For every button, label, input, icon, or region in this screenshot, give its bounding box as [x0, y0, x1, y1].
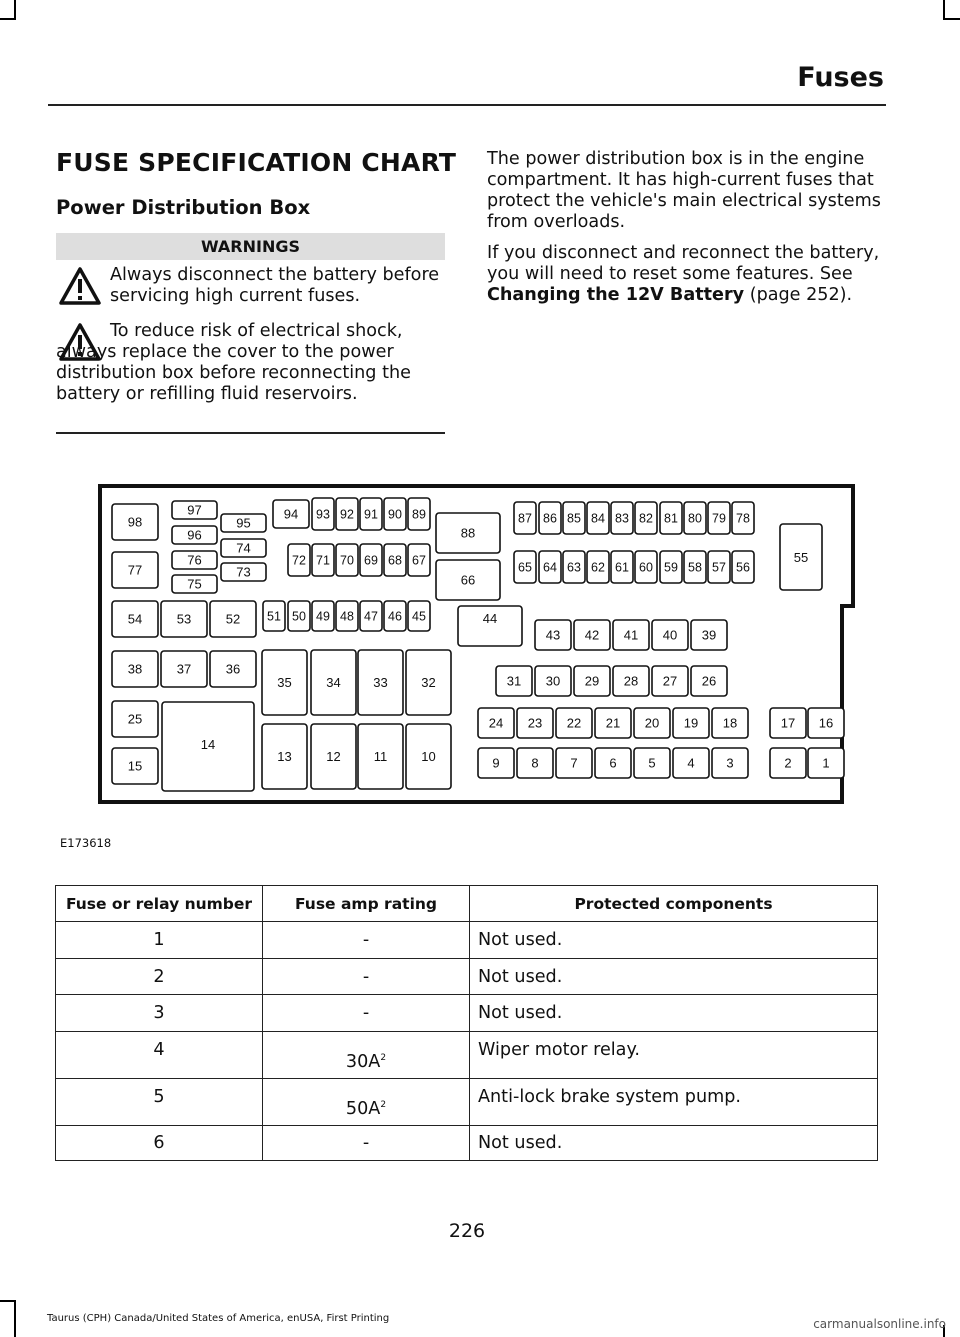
table-header-row — [56, 886, 878, 922]
fuse-label: 12 — [326, 749, 341, 764]
fuse-label: 89 — [412, 507, 426, 522]
fuse-label: 20 — [644, 715, 660, 731]
fuse-73 — [221, 563, 266, 581]
protected-component: Not used. — [470, 995, 878, 1032]
fuse-10 — [406, 724, 451, 789]
fuse-62 — [587, 551, 609, 583]
fuse-54 — [112, 601, 158, 637]
fuse-75 — [172, 575, 217, 593]
reset-paragraph — [487, 243, 882, 306]
fuse-98 — [112, 504, 158, 540]
footnote-marker: 2 — [380, 1053, 387, 1064]
fuse-label: 27 — [662, 673, 678, 689]
fuse-13 — [262, 724, 307, 789]
amp-rating — [263, 995, 470, 1032]
amp-value: - — [362, 1003, 370, 1023]
amp-rating — [263, 1126, 470, 1161]
fuse-label: 64 — [543, 560, 557, 575]
fuse-label: 8 — [531, 755, 539, 771]
fuse-86 — [539, 502, 561, 534]
fuse-label: 75 — [187, 576, 202, 592]
fuse-label: 23 — [527, 715, 543, 731]
fuse-label: 18 — [722, 715, 738, 731]
fuse-17 — [770, 708, 806, 738]
fuse-16 — [808, 708, 844, 738]
fuse-label: 54 — [127, 611, 143, 627]
fuse-label: 1 — [822, 755, 830, 771]
figure-id: E173618 — [60, 836, 112, 850]
fuse-89 — [408, 498, 430, 530]
watermark: carmanualsonline.info — [813, 1317, 946, 1331]
protected-component: Anti-lock brake system pump. — [470, 1079, 878, 1126]
fuse-label: 5 — [648, 755, 656, 771]
fuse-label: 46 — [388, 609, 402, 624]
protected-component: Wiper motor relay. — [470, 1032, 878, 1079]
fuse-label: 42 — [584, 627, 600, 643]
table-row — [56, 995, 878, 1032]
fuse-label: 34 — [326, 675, 341, 690]
fuse-55 — [780, 524, 822, 590]
fuse-label: 40 — [662, 627, 678, 643]
fuse-label: 16 — [818, 715, 834, 731]
fuse-label: 87 — [518, 511, 532, 526]
fuse-label: 82 — [639, 511, 653, 526]
fuse-36 — [210, 651, 256, 687]
fuse-1 — [808, 748, 844, 778]
fuse-label: 56 — [736, 560, 750, 575]
fuse-label: 17 — [780, 715, 796, 731]
fuse-76 — [172, 551, 217, 569]
fuse-label: 14 — [200, 737, 216, 752]
fuse-label: 45 — [412, 609, 426, 624]
fuse-93 — [312, 498, 334, 530]
table-row — [56, 1032, 878, 1079]
fuse-label: 21 — [605, 715, 621, 731]
fuse-78 — [732, 502, 754, 534]
fuse-label: 60 — [639, 560, 653, 575]
fuse-65 — [514, 551, 536, 583]
fuse-43 — [535, 620, 571, 650]
fuse-24 — [478, 708, 514, 738]
fuse-number: 4 — [56, 1032, 263, 1079]
fuse-spec-table — [55, 885, 878, 1161]
col-header-components: Protected components — [470, 886, 878, 922]
fuse-label: 68 — [388, 553, 402, 568]
fuse-90 — [384, 498, 406, 530]
fuse-6 — [595, 748, 631, 778]
table-row — [56, 1079, 878, 1126]
fuse-19 — [673, 708, 709, 738]
fuse-18 — [712, 708, 748, 738]
footnote-marker: 2 — [380, 1100, 387, 1111]
fuse-label: 15 — [127, 758, 143, 774]
fuse-label: 53 — [176, 611, 192, 627]
fuse-label: 26 — [701, 673, 717, 689]
fuse-label: 11 — [373, 749, 388, 764]
col-header-rating: Fuse amp rating — [263, 886, 470, 922]
fuse-label: 4 — [687, 755, 695, 771]
fuse-96 — [172, 526, 217, 544]
fuse-label: 57 — [712, 560, 726, 575]
fuse-label: 67 — [412, 553, 426, 568]
fuse-38 — [112, 651, 158, 687]
fuse-label: 62 — [591, 560, 605, 575]
page-reference: (page 252). — [744, 285, 853, 305]
fuse-82 — [635, 502, 657, 534]
fuse-label: 37 — [176, 661, 192, 677]
fuse-label: 84 — [591, 511, 605, 526]
fuse-label: 95 — [236, 515, 251, 531]
fuse-label: 28 — [623, 673, 639, 689]
fuse-48 — [336, 601, 358, 631]
fuse-label: 50 — [292, 609, 306, 624]
crop-mark — [14, 0, 16, 18]
fuse-label: 90 — [388, 507, 402, 522]
fuse-label: 10 — [421, 749, 436, 764]
fuse-label: 79 — [712, 511, 726, 526]
fuse-11 — [358, 724, 403, 789]
fuse-67 — [408, 544, 430, 576]
fuse-label: 93 — [316, 507, 330, 522]
page-header-title: Fuses — [797, 62, 884, 93]
warning-text-1: Always disconnect the battery before servicing high current fuses. — [110, 265, 440, 306]
protected-component: Not used. — [470, 959, 878, 995]
fuse-35 — [262, 650, 307, 715]
fuse-label: 55 — [793, 550, 809, 565]
fuse-label: 29 — [584, 673, 600, 689]
fuse-label: 83 — [615, 511, 629, 526]
table-row — [56, 959, 878, 995]
amp-value: - — [362, 1133, 370, 1153]
fuse-label: 7 — [570, 755, 578, 771]
fuse-5 — [634, 748, 670, 778]
fuse-88 — [436, 513, 500, 553]
fuse-23 — [517, 708, 553, 738]
fuse-7 — [556, 748, 592, 778]
fuse-2 — [770, 748, 806, 778]
fuse-77 — [112, 552, 158, 588]
fuse-label: 32 — [421, 675, 436, 690]
fuse-label: 69 — [364, 553, 378, 568]
fuse-27 — [652, 666, 688, 696]
fuse-label: 97 — [187, 502, 202, 518]
fuse-label: 81 — [664, 511, 678, 526]
fuse-label: 74 — [236, 540, 251, 556]
fuse-label: 58 — [688, 560, 702, 575]
amp-value: - — [362, 930, 370, 950]
warnings-heading: WARNINGS — [56, 233, 445, 260]
crop-mark — [0, 1300, 16, 1302]
fuse-44 — [458, 606, 522, 646]
fuse-label: 22 — [566, 715, 582, 731]
fuse-34 — [311, 650, 356, 715]
fuse-label: 41 — [623, 627, 639, 643]
fuse-label: 19 — [683, 715, 699, 731]
fuse-label: 35 — [277, 675, 292, 690]
fuse-30 — [535, 666, 571, 696]
fuse-25 — [112, 701, 158, 737]
fuse-label: 66 — [460, 572, 476, 588]
fuse-number: 2 — [56, 959, 263, 995]
fuse-32 — [406, 650, 451, 715]
fuse-label: 78 — [736, 511, 750, 526]
fuse-label: 98 — [127, 514, 143, 530]
fuse-70 — [336, 544, 358, 576]
fuse-21 — [595, 708, 631, 738]
fuse-label: 13 — [277, 749, 292, 764]
fuse-33 — [358, 650, 403, 715]
fuse-label: 85 — [567, 511, 581, 526]
fuse-label: 48 — [340, 609, 354, 624]
fuse-label: 88 — [460, 525, 476, 541]
fuse-label: 73 — [236, 564, 251, 580]
fuse-64 — [539, 551, 561, 583]
fuse-label: 61 — [615, 560, 629, 575]
fuse-14 — [162, 702, 254, 791]
fuse-94 — [273, 500, 309, 528]
col-header-number: Fuse or relay number — [56, 886, 263, 922]
fuse-label: 9 — [492, 755, 500, 771]
fuse-label: 30 — [545, 673, 561, 689]
fuse-label: 77 — [127, 562, 143, 578]
fuse-59 — [660, 551, 682, 583]
fuse-label: 31 — [506, 673, 522, 689]
footer-text: Taurus (CPH) Canada/United States of America, enUSA, First Printing — [47, 1313, 390, 1324]
fuse-label: 38 — [127, 661, 143, 677]
fuse-8 — [517, 748, 553, 778]
fuse-20 — [634, 708, 670, 738]
fuse-74 — [221, 539, 266, 557]
fuse-71 — [312, 544, 334, 576]
fuse-label: 92 — [340, 507, 354, 522]
amp-rating — [263, 1079, 470, 1126]
fuse-label: 44 — [482, 611, 498, 626]
fuse-label: 96 — [187, 527, 202, 543]
fuse-label: 2 — [784, 755, 792, 771]
fuse-number: 1 — [56, 922, 263, 959]
fuse-39 — [691, 620, 727, 650]
fuse-label: 43 — [545, 627, 561, 643]
fuse-80 — [684, 502, 706, 534]
fuse-61 — [611, 551, 633, 583]
fuse-label: 65 — [518, 560, 532, 575]
fuse-label: 24 — [488, 715, 504, 731]
fuse-92 — [336, 498, 358, 530]
amp-value: - — [362, 966, 370, 987]
reset-text: If you disconnect and reconnect the battery, you will need to reset some features. See — [487, 243, 880, 284]
fuse-label: 36 — [225, 661, 241, 677]
table-row — [56, 922, 878, 959]
fuse-84 — [587, 502, 609, 534]
amp-value: 50A — [345, 1099, 381, 1119]
fuse-57 — [708, 551, 730, 583]
fuse-68 — [384, 544, 406, 576]
fuse-4 — [673, 748, 709, 778]
fuse-40 — [652, 620, 688, 650]
fuse-85 — [563, 502, 585, 534]
fuse-69 — [360, 544, 382, 576]
warning-text-2: To reduce risk of electrical shock, always replace the cover to the power distribution box before reconnecting the battery or refilling fluid reservoirs. — [56, 321, 411, 404]
battery-link[interactable]: Changing the 12V Battery — [487, 285, 745, 305]
fuse-87 — [514, 502, 536, 534]
page-number: 226 — [448, 1220, 486, 1242]
fuse-46 — [384, 601, 406, 631]
crop-mark — [943, 0, 945, 18]
fuse-72 — [288, 544, 310, 576]
crop-mark — [14, 1300, 16, 1337]
fuse-79 — [708, 502, 730, 534]
fuse-95 — [221, 514, 266, 532]
fuse-53 — [161, 601, 207, 637]
crop-mark — [943, 18, 960, 20]
fuse-15 — [112, 748, 158, 784]
header-divider — [48, 104, 886, 106]
fuse-label: 49 — [316, 609, 330, 624]
fuse-37 — [161, 651, 207, 687]
fuse-41 — [613, 620, 649, 650]
fuse-28 — [613, 666, 649, 696]
fuse-29 — [574, 666, 610, 696]
fuse-label: 52 — [225, 611, 241, 627]
warnings-divider — [56, 432, 445, 434]
fuse-box-diagram — [98, 484, 858, 806]
fuse-31 — [496, 666, 532, 696]
protected-component: Not used. — [470, 922, 878, 959]
fuse-label: 3 — [726, 755, 734, 771]
fuse-9 — [478, 748, 514, 778]
fuse-number: 6 — [56, 1126, 263, 1161]
fuse-97 — [172, 501, 217, 519]
fuse-56 — [732, 551, 754, 583]
fuse-label: 86 — [543, 511, 557, 526]
fuse-26 — [691, 666, 727, 696]
amp-rating — [263, 922, 470, 959]
fuse-81 — [660, 502, 682, 534]
fuse-label: 94 — [283, 506, 299, 522]
fuse-52 — [210, 601, 256, 637]
crop-mark — [0, 18, 16, 20]
fuse-label: 63 — [567, 560, 581, 575]
section-title: FUSE SPECIFICATION CHART — [56, 148, 457, 177]
protected-component: Not used. — [470, 1126, 878, 1161]
warning-triangle-icon — [58, 266, 102, 306]
table-row — [56, 1126, 878, 1161]
fuse-22 — [556, 708, 592, 738]
fuse-label: 72 — [292, 553, 306, 568]
fuse-51 — [263, 601, 285, 631]
amp-value: 30A — [345, 1052, 381, 1072]
fuse-3 — [712, 748, 748, 778]
fuse-66 — [436, 560, 500, 600]
fuse-number: 5 — [56, 1079, 263, 1126]
fuse-label: 33 — [373, 675, 388, 690]
fuse-58 — [684, 551, 706, 583]
fuse-47 — [360, 601, 382, 631]
subsection-title: Power Distribution Box — [56, 196, 311, 219]
fuse-label: 39 — [701, 627, 717, 643]
fuse-label: 59 — [664, 560, 678, 575]
fuse-label: 25 — [127, 711, 143, 727]
fuse-60 — [635, 551, 657, 583]
fuse-label: 6 — [609, 755, 617, 771]
fuse-91 — [360, 498, 382, 530]
fuse-number: 3 — [56, 995, 263, 1032]
fuse-45 — [408, 601, 430, 631]
fuse-label: 47 — [364, 609, 378, 624]
fuse-63 — [563, 551, 585, 583]
fuse-50 — [288, 601, 310, 631]
fuse-label: 70 — [340, 553, 354, 568]
intro-paragraph: The power distribution box is in the engine compartment. It has high-current fuses that protect the vehicle's main electrical systems from overloads. — [487, 149, 881, 232]
fuse-83 — [611, 502, 633, 534]
fuse-label: 91 — [364, 507, 378, 522]
amp-rating — [263, 959, 470, 995]
fuse-49 — [312, 601, 334, 631]
fuse-label: 51 — [267, 609, 281, 624]
fuse-label: 71 — [316, 553, 330, 568]
amp-rating — [263, 1032, 470, 1079]
fuse-12 — [311, 724, 356, 789]
fuse-42 — [574, 620, 610, 650]
fuse-label: 76 — [187, 552, 202, 568]
fuse-label: 80 — [688, 511, 702, 526]
